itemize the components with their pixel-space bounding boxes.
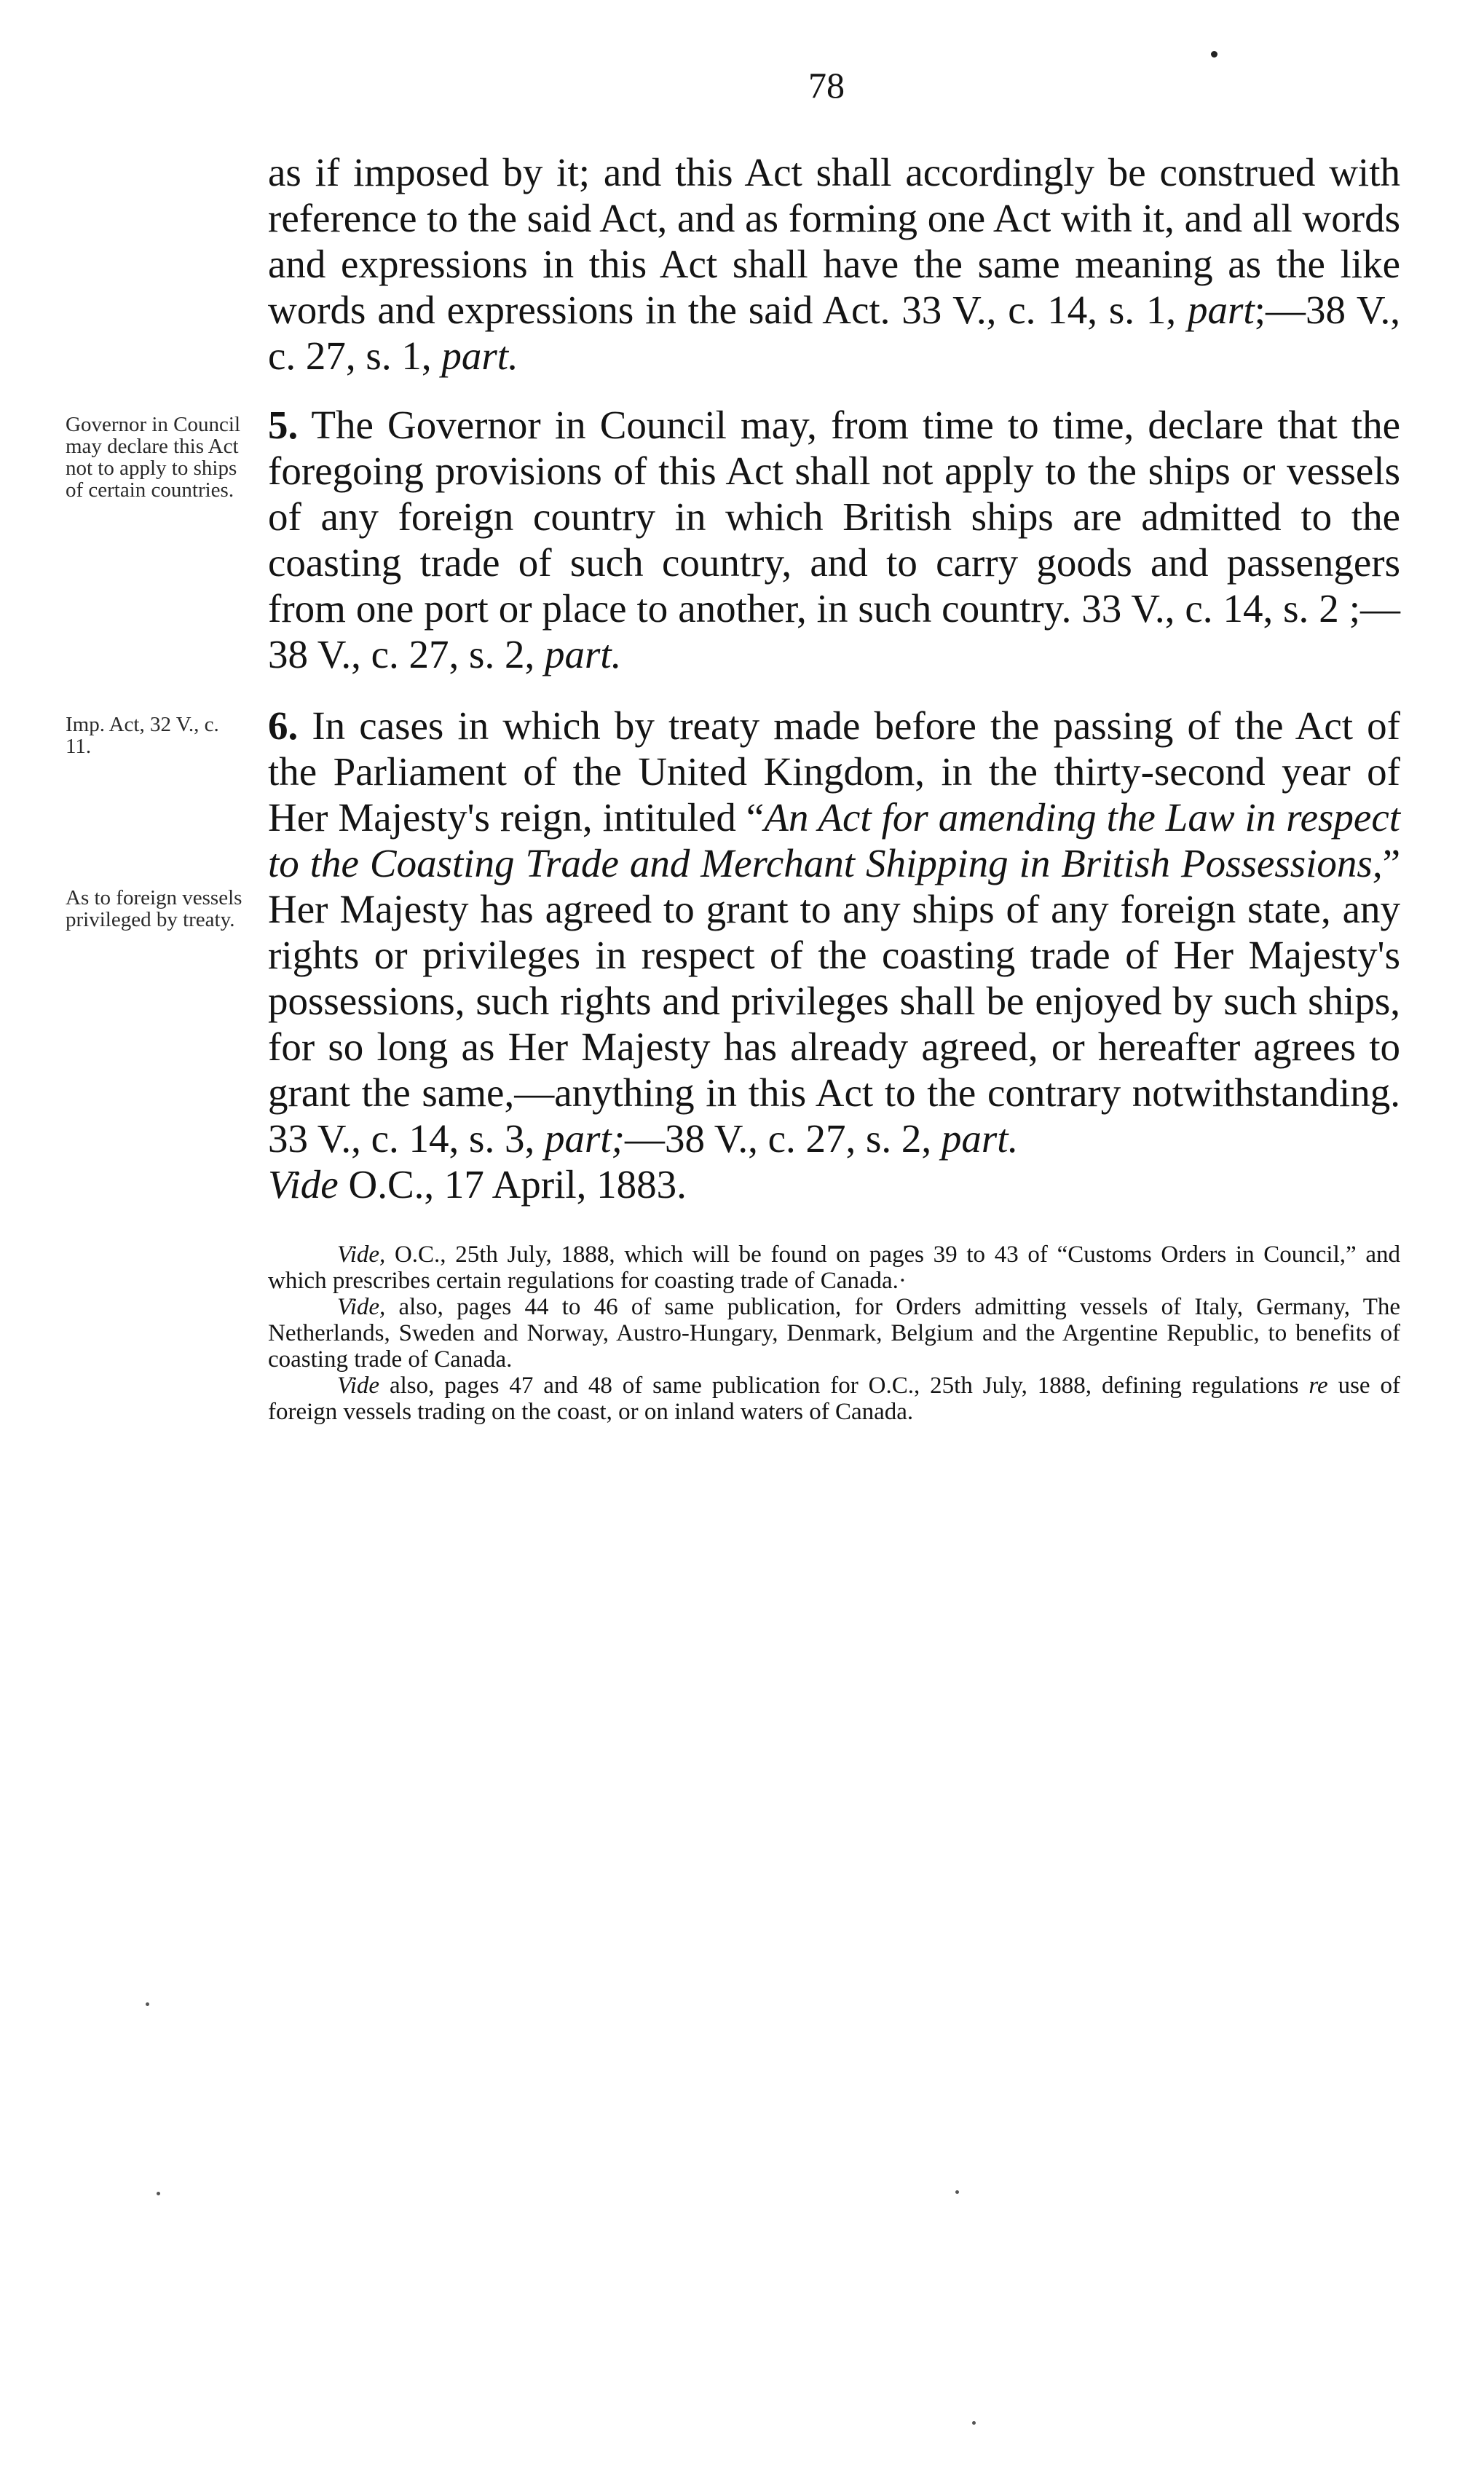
paragraph-italic: part. [441, 333, 518, 378]
footnote-text: also, pages 47 and 48 of same publication for O.C., 25th July, 1888, defining regulations [379, 1373, 1309, 1399]
footnote-text: use of foreign vessels trading on the coast, or on inland waters of Canada. [268, 1373, 1400, 1425]
page-number: 78 [808, 65, 845, 106]
footnotes [268, 1241, 1400, 1425]
paragraph-text: ;—38 V., c. 27, s. 1, [268, 288, 1400, 378]
section-number: 5. [268, 403, 299, 447]
footnote-lead: Vide, [337, 1294, 386, 1320]
scan-speck [146, 2002, 149, 2006]
footnote-text: O.C., 25th July, 1888, which will be found on pages 39 to 43 of “Customs Orders in Council,” and which prescribes certain regulations for coasting trade of Canada.· [268, 1241, 1400, 1294]
act-title: An Act for amending the Law in respect to the Coasting Trade and Merchant Shipping in British Possessions, [268, 795, 1401, 885]
footnote-lead: Vide, [337, 1241, 386, 1268]
footnote [268, 1241, 1400, 1294]
footnote-italic: re [1309, 1373, 1328, 1399]
footnote [268, 1294, 1400, 1373]
paragraph-text: as if imposed by it; and this Act shall accordingly be construed with reference to the said Act, and as forming one Act with it, and all words and expressions in this Act shall have the same meaning as the like words and expressions in the said Act. 33 V., c. 14, s. 1, [268, 150, 1400, 332]
footnote [268, 1373, 1400, 1425]
section-text: ” Her Majesty has agreed to grant to any ships of any foreign state, any rights or privileges in respect of the coasting trade of Her Majesty's possessions, such rights and privileges shall be enjoyed by such ships, for so long as Her Majesty has already agreed, or hereafter agrees to grant the same,—anything in this Act to the contrary notwithstanding. 33 V., c. 14, s. 3, [268, 841, 1400, 1161]
section-6 [268, 703, 1400, 1207]
section-italic: part; [544, 1116, 625, 1161]
section-text: In cases in which by treaty made before the passing of the Act of the Parliament of the United Kingdom, in the thirty-second year of Her Majesty's reign, intituled “ [268, 703, 1400, 840]
section-text: —38 V., c. 27, s. 2, [624, 1116, 942, 1161]
scan-speck [955, 2190, 959, 2194]
footnote-text: also, pages 44 to 46 of same publication, for Orders admitting vessels of Italy, Germany, The Netherlands, Sweden and Norway, Austro-Hungary, Denmark, Belgium and the Argentine Republic, to benefits of coasting trade of Canada. [268, 1294, 1400, 1373]
margin-note-imp-act: Imp. Act, 32 V., c. 11. [66, 713, 219, 758]
section-5 [268, 402, 1400, 677]
vide-label: Vide [268, 1162, 339, 1207]
section-text: O.C., 17 April, 1883. [338, 1162, 687, 1207]
section-italic: part. [941, 1116, 1019, 1161]
section-italic: part. [544, 632, 622, 676]
scan-speck [157, 2192, 160, 2195]
footnote-lead: Vide [337, 1373, 380, 1399]
paragraph-continued [268, 149, 1400, 379]
margin-note-foreign-vessels: As to foreign vessels privileged by treaty. [66, 886, 242, 931]
ink-speck [1211, 51, 1217, 58]
scan-speck [972, 2421, 976, 2425]
section-text: The Governor in Council may, from time to time, declare that the foregoing provisions of this Act shall not apply to the ships or vessels of any foreign country in which British ships are admitted to the coasting trade of such country, and to carry goods and passengers from one port or place to another, in such country. 33 V., c. 14, s. 2 ;—38 V., c. 27, s. 2, [268, 403, 1400, 676]
paragraph-italic: part [1188, 288, 1255, 332]
margin-note-section-5: Governor in Council may declare this Act not to apply to ships of certain countries. [66, 413, 241, 502]
section-number: 6. [268, 703, 299, 748]
